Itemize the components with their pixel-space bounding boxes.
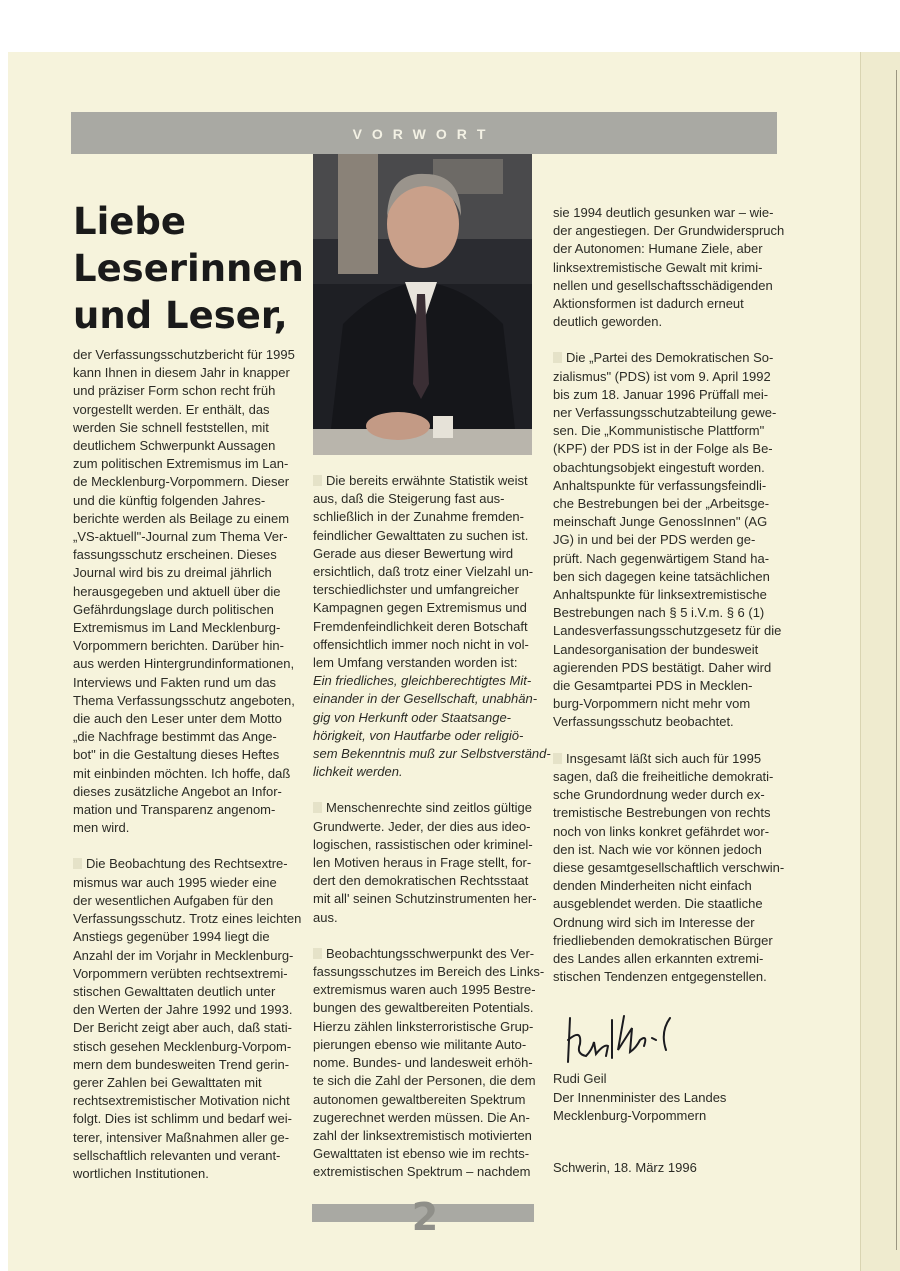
text-line: gig von Herkunft oder Staatsange- bbox=[313, 709, 512, 725]
text-line: sellschaftlich relevanten und verant- bbox=[73, 1147, 281, 1163]
text-line: nellen und gesellschaftsschädigenden bbox=[553, 277, 773, 293]
paragraph bbox=[553, 204, 785, 331]
text-line: tremistische Bestrebungen von rechts bbox=[553, 805, 771, 821]
text-line: der Autonomen: Humane Ziele, aber bbox=[553, 241, 763, 257]
greeting-headline bbox=[73, 198, 303, 339]
text-line: ner Verfassungsschutzabteilung gewe- bbox=[553, 405, 777, 421]
portrait-photo bbox=[313, 154, 532, 455]
text-line: stisch gesehen Mecklenburg-Vorpom- bbox=[73, 1038, 292, 1054]
headline-line-2: Leserinnen bbox=[73, 247, 304, 290]
text-line: feindlicher Gewalttaten zu suchen ist. bbox=[313, 527, 529, 543]
page-number: 2 bbox=[411, 1195, 439, 1239]
text-line: den ist. Nach wie vor können jedoch bbox=[553, 841, 762, 857]
paragraph-marker bbox=[553, 352, 562, 363]
section-title: VORWORT bbox=[352, 126, 496, 142]
text-line: mern dem bundesweiten Trend gerin- bbox=[73, 1056, 290, 1072]
text-line: extremismus waren auch 1995 Bestre- bbox=[313, 982, 536, 998]
text-line: aus, daß die Steigerung fast aus- bbox=[313, 491, 505, 507]
text-line: bungen des gewaltbereiten Potentials. bbox=[313, 1000, 534, 1016]
paragraph bbox=[73, 855, 302, 1183]
text-line: Anhaltspunkte für linksextremistische bbox=[553, 587, 767, 603]
text-line: burg-Vorpommern nicht mehr vom bbox=[553, 696, 751, 712]
text-line: kann Ihnen in diesem Jahr in knapper bbox=[73, 365, 290, 381]
headline-line-3: und Leser, bbox=[73, 294, 288, 337]
text-line: sie 1994 deutlich gesunken war – wie- bbox=[553, 205, 774, 220]
text-line: denden Minderheiten nicht einfach bbox=[553, 878, 752, 894]
text-line: deutlich geworden. bbox=[553, 314, 663, 330]
text-line: Vorpommern berichten. Darüber hin- bbox=[73, 638, 284, 654]
text-line: stischen Tendenzen entgegenstellen. bbox=[553, 969, 767, 985]
text-line: JG) in und bei der PDS werden ge- bbox=[553, 532, 756, 548]
text-line: noch von links konkret gefährdet wor- bbox=[553, 823, 770, 839]
text-line: Kampagnen gegen Extremismus und bbox=[313, 600, 527, 616]
text-line: Vorpommern verübten rechtsextremi- bbox=[73, 965, 288, 981]
text-line: prüft. Nach gegenwärtigem Stand ha- bbox=[553, 550, 770, 566]
text-line: ausgeblendet werden. Die staatliche bbox=[553, 896, 763, 912]
text-line: „VS-aktuell"-Journal zum Thema Ver- bbox=[73, 529, 288, 545]
text-line: logischen, rassistischen oder kriminel- bbox=[313, 836, 533, 852]
signature-block bbox=[553, 1070, 773, 1126]
paragraph-marker bbox=[313, 475, 322, 486]
text-line: sche Grundordnung weder durch ex- bbox=[553, 787, 765, 803]
text-line: (KPF) der PDS ist in der Folge als Be- bbox=[553, 441, 773, 457]
text-line: sen. Die „Kommunistische Plattform" bbox=[553, 423, 765, 439]
text-line: fassungsschutz erscheinen. Dieses bbox=[73, 547, 277, 563]
text-line: pierungen ebenso wie militante Auto- bbox=[313, 1036, 527, 1052]
text-line: einander in der Gesellschaft, unabhän- bbox=[313, 691, 538, 707]
text-line: die Gesamtpartei PDS in Mecklen- bbox=[553, 678, 753, 694]
text-line: Ein friedliches, gleichberechtigtes Mit- bbox=[313, 673, 532, 689]
signer-role: Der Innenminister des Landes bbox=[553, 1089, 727, 1105]
signer-name: Rudi Geil bbox=[553, 1071, 607, 1086]
text-line: zahl der linksextremistisch motivierten bbox=[313, 1127, 532, 1143]
text-line: len Motiven heraus in Frage stellt, for- bbox=[313, 855, 532, 871]
text-line: diese gesamtgesellschaftlich verschwin- bbox=[553, 859, 785, 875]
text-line: Thema Verfassungsschutz angeboten, bbox=[73, 692, 295, 708]
page-edge-strip bbox=[860, 52, 900, 1271]
text-line: rechtsextremistischer Motivation nicht bbox=[73, 1093, 290, 1109]
text-line: schließlich in der Zunahme fremden- bbox=[313, 509, 524, 525]
text-line: Interviews und Fakten rund um das bbox=[73, 674, 277, 690]
text-line: zugerechnet werden müssen. Die An- bbox=[313, 1109, 530, 1125]
text-line: Menschenrechte sind zeitlos gültige bbox=[313, 799, 535, 817]
paragraph-marker bbox=[313, 802, 322, 813]
text-line: dieses zusätzliche Angebot an Infor- bbox=[73, 783, 282, 799]
text-line: bis zum 18. Januar 1996 Prüffall mei- bbox=[553, 386, 769, 402]
text-line: Bestrebungen nach § 5 i.V.m. § 6 (1) bbox=[553, 605, 765, 621]
section-header-bar bbox=[71, 112, 777, 154]
paragraph-marker bbox=[553, 753, 562, 764]
text-line: ben sich dagegen keine tatsächlichen bbox=[553, 568, 770, 584]
text-line: sem Bekenntnis muß zur Selbstverständ- bbox=[313, 746, 551, 762]
text-line: Extremismus im Land Mecklenburg- bbox=[73, 620, 281, 636]
text-line: Aktionsformen ist dadurch erneut bbox=[553, 296, 744, 312]
signer-region: Mecklenburg-Vorpommern bbox=[553, 1108, 707, 1123]
text-line: folgt. Dies ist schlimm und bedarf wei- bbox=[73, 1111, 292, 1127]
text-line: friedliebenden demokratischen Bürger bbox=[553, 932, 773, 948]
text-line: Gefährdungslage durch politischen bbox=[73, 601, 274, 617]
text-line: lichkeit werden. bbox=[313, 764, 403, 780]
text-line: de Mecklenburg-Vorpommern. Dieser bbox=[73, 474, 290, 490]
text-line: stischen Gewalttaten deutlich unter bbox=[73, 983, 276, 999]
place-date: Schwerin, 18. März 1996 bbox=[553, 1160, 697, 1175]
italic-quote bbox=[313, 672, 551, 781]
text-line: „die Nachfrage bestimmt das Ange- bbox=[73, 729, 277, 745]
text-line: des Landes allen erkannten extremi- bbox=[553, 950, 764, 966]
text-line: und präziser Form schon recht früh bbox=[73, 383, 276, 399]
text-line: lem Umfang verstanden worden ist: bbox=[313, 655, 518, 671]
text-line: Verfassungsschutz. Trotz eines leichten bbox=[73, 911, 302, 927]
text-line: te sich die Zahl der Personen, die dem bbox=[313, 1073, 536, 1089]
paragraph bbox=[73, 346, 295, 837]
text-line: Anstiegs gegenüber 1994 liegt die bbox=[73, 929, 270, 945]
text-line: mit einbinden möchten. Ich hoffe, daß bbox=[73, 765, 291, 781]
text-line: hörigkeit, von Hautfarbe oder religiö- bbox=[313, 727, 524, 743]
text-line: dert den demokratischen Rechtsstaat bbox=[313, 873, 529, 889]
text-line: Landesverfassungsschutzgesetz für die bbox=[553, 623, 782, 639]
text-line: sagen, daß die freiheitliche demokrati- bbox=[553, 768, 774, 784]
text-line: Fremdenfeindlichkeit deren Botschaft bbox=[313, 618, 528, 634]
text-line: herausgegeben und aktuell über die bbox=[73, 583, 281, 599]
text-line: den Werten der Jahre 1992 und 1993. bbox=[73, 1002, 293, 1018]
text-line: autonomen gewaltbereiten Spektrum bbox=[313, 1091, 526, 1107]
text-line: nome. Bundes- und landesweit erhöh- bbox=[313, 1055, 533, 1071]
text-line: aus. bbox=[313, 909, 338, 925]
text-line: Journal wird bis zu dreimal jährlich bbox=[73, 565, 272, 581]
text-line: Verfassungsschutz beobachtet. bbox=[553, 714, 734, 730]
text-line: Beobachtungsschwerpunkt des Ver- bbox=[313, 945, 535, 963]
text-line: Gerade aus dieser Bewertung wird bbox=[313, 545, 514, 561]
text-line: berichte werden als Beilage zu einem bbox=[73, 510, 290, 526]
text-line: gerer Zahlen bei Gewalttaten mit bbox=[73, 1074, 262, 1090]
text-line: Anhaltspunkte für verfassungsfeindli- bbox=[553, 477, 767, 493]
text-line: meinschaft Junge GenossInnen" (AG bbox=[553, 514, 768, 530]
text-column-3 bbox=[553, 204, 785, 986]
text-line: bot" in die Gestaltung dieses Heftes bbox=[73, 747, 280, 763]
text-line: der angestiegen. Der Grundwiderspruch bbox=[553, 223, 785, 239]
text-line: Gewalttaten ist ebenso wie im rechts- bbox=[313, 1146, 530, 1162]
text-line: der wesentlichen Aufgaben für den bbox=[73, 892, 274, 908]
portrait-illustration bbox=[313, 154, 532, 455]
headline-line-1: Liebe bbox=[73, 200, 186, 243]
text-line: obachtungsobjekt eingestuft worden. bbox=[553, 459, 765, 475]
text-line: der Verfassungsschutzbericht für 1995 bbox=[73, 347, 295, 362]
text-line: wortlichen Institutionen. bbox=[73, 1165, 209, 1181]
paragraph bbox=[553, 349, 782, 731]
text-line: aus werden Hintergrundinformationen, bbox=[73, 656, 295, 672]
text-line: agierenden PDS bestätigt. Daher wird bbox=[553, 659, 772, 675]
text-line: Die „Partei des Demokratischen So- bbox=[553, 349, 777, 367]
text-line: terer, intensiver Maßnahmen aller ge- bbox=[73, 1129, 290, 1145]
paragraph bbox=[553, 750, 785, 987]
text-line: vorgestellt werden. Er enthält, das bbox=[73, 401, 270, 417]
text-line: Insgesamt läßt sich auch für 1995 bbox=[553, 750, 777, 768]
text-line: deutlichem Schwerpunkt Aussagen bbox=[73, 438, 276, 454]
text-column-1 bbox=[73, 346, 302, 1183]
text-line: linksextremistische Gewalt mit krimi- bbox=[553, 259, 763, 275]
text-line: zialismus" (PDS) ist vom 9. April 1992 bbox=[553, 368, 771, 384]
text-line: zum politischen Extremismus im Lan- bbox=[73, 456, 289, 472]
text-line: mation und Transparenz angenom- bbox=[73, 802, 276, 818]
text-line: mismus war auch 1995 wieder eine bbox=[73, 874, 277, 890]
text-column-2 bbox=[313, 472, 551, 1182]
paragraph bbox=[313, 799, 535, 926]
text-line: Anzahl der im Vorjahr in Mecklenburg- bbox=[73, 947, 294, 963]
text-line: Die Beobachtung des Rechtsextre- bbox=[73, 855, 295, 873]
text-line: fassungsschutzes im Bereich des Links- bbox=[313, 964, 545, 980]
text-line: Landesorganisation der bundesweit bbox=[553, 641, 759, 657]
text-line: Der Bericht zeigt aber auch, daß stati- bbox=[73, 1020, 292, 1036]
text-line: extremistischen Spektrum – nachdem bbox=[313, 1164, 531, 1180]
text-line: werden Sie schnell feststellen, mit bbox=[73, 419, 269, 435]
text-line: offensichtlich immer noch nicht in vol- bbox=[313, 636, 529, 652]
paragraph bbox=[313, 472, 535, 672]
handwritten-signature bbox=[560, 1010, 710, 1070]
text-line: die auch den Leser unter dem Motto bbox=[73, 711, 282, 727]
text-line: und die künftig folgenden Jahres- bbox=[73, 492, 266, 508]
text-line: terschiedlichster und umfangreicher bbox=[313, 582, 519, 598]
paragraph-marker bbox=[73, 858, 82, 869]
text-line: ersichtlich, daß trotz einer Vielzahl un- bbox=[313, 564, 534, 580]
text-line: Die bereits erwähnte Statistik weist bbox=[313, 472, 535, 490]
text-line: Ordnung wird sich im Interesse der bbox=[553, 914, 755, 930]
paragraph-marker bbox=[313, 948, 322, 959]
text-line: Grundwerte. Jeder, der dies aus ideo- bbox=[313, 818, 531, 834]
paragraph bbox=[313, 945, 545, 1182]
text-line: Hierzu zählen linksterroristische Grup- bbox=[313, 1018, 534, 1034]
text-line: mit all' seinen Schutzinstrumenten her- bbox=[313, 891, 537, 907]
page-edge-line bbox=[896, 70, 897, 1250]
text-line: che Bestrebungen bei der „Arbeitsge- bbox=[553, 496, 770, 512]
signature-drawing bbox=[560, 1010, 710, 1070]
text-line: men wird. bbox=[73, 820, 130, 836]
